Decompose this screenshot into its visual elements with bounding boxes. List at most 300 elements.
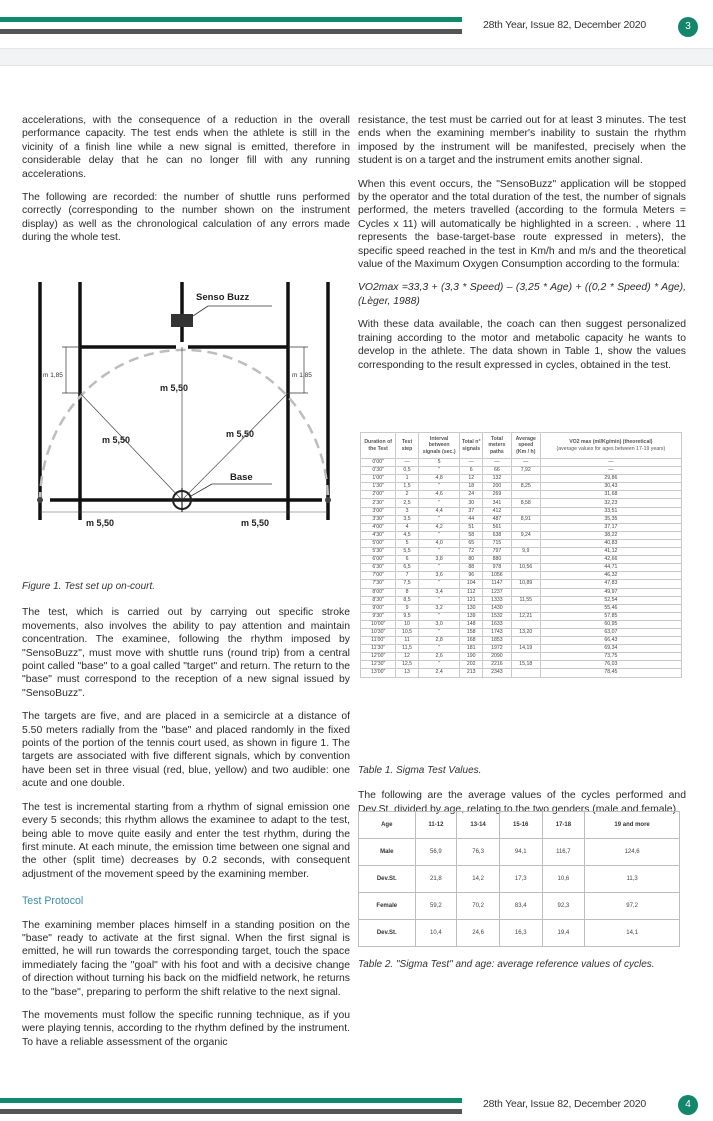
footer-accent-bar: [0, 1098, 462, 1103]
table-row: [359, 866, 680, 893]
center-distance-label: m 5,50: [160, 383, 189, 393]
table-cell: 19,4: [542, 920, 585, 947]
table-cell: 11,3: [585, 866, 680, 893]
table-cell: 4'00": [361, 523, 396, 531]
table-cell: 96: [460, 572, 482, 580]
table-cell: [511, 475, 540, 483]
paragraph: The following are the average values of the cycles performed and Dev.St. divided by age, relating to the two genders (male and female).: [358, 790, 686, 815]
table-row: [361, 588, 682, 596]
senso-buzz-label: Senso Buzz: [196, 292, 250, 303]
header-gray-bar: [0, 29, 462, 34]
table1-caption: Table 1. Sigma Test Values.: [358, 765, 482, 776]
table-cell: 10: [396, 620, 418, 628]
table-row: [361, 669, 682, 677]
paragraph: The examining member places himself in a standing position on the "base" ready to activate at the first signal. When the first signal is emitted, he will run towards the corresponding target, touch the space immediately facing the "goal" with his foot and with a decisive change of direction without turning his back on the midfield network, he returns to the "base", preparing to perform the shift relative to the next signal.: [22, 919, 350, 998]
base-label: Base: [230, 472, 253, 483]
table-cell: 10,89: [511, 580, 540, 588]
table-cell: 2216: [482, 661, 511, 669]
table-cell: 1'30": [361, 483, 396, 491]
table-cell: 8,5: [396, 596, 418, 604]
table-row: [361, 515, 682, 523]
table-cell: ": [418, 483, 460, 491]
bottom-right-distance-label: m 5,50: [241, 518, 270, 528]
table-cell: 638: [482, 531, 511, 539]
table-row: [361, 548, 682, 556]
table-cell: 104: [460, 580, 482, 588]
table-cell: 0,5: [396, 467, 418, 475]
table-row: [361, 564, 682, 572]
header-issue-text: 28th Year, Issue 82, December 2020: [483, 19, 647, 31]
table-cell: 17-18: [542, 812, 585, 839]
table-row: [361, 459, 682, 467]
table-cell: 8,91: [511, 515, 540, 523]
table-cell: [511, 572, 540, 580]
table-row: [361, 475, 682, 483]
table-cell: 10,56: [511, 564, 540, 572]
table-cell: 60,95: [540, 620, 681, 628]
page-number-badge: 3: [678, 17, 698, 37]
table-cell: —: [540, 467, 681, 475]
table-cell: ": [418, 515, 460, 523]
table-cell: 83,4: [499, 893, 542, 920]
court-setup-figure: [22, 280, 332, 540]
table-cell: 200: [482, 483, 511, 491]
table-cell: 4,0: [418, 539, 460, 547]
table-row: [361, 507, 682, 515]
table-cell: 18: [460, 483, 482, 491]
table-cell: 12: [460, 475, 482, 483]
table-cell: 9,5: [396, 612, 418, 620]
table-cell: 269: [482, 491, 511, 499]
table-cell: Dev.St.: [359, 920, 416, 947]
table-cell: 14,1: [585, 920, 680, 947]
table-cell: [511, 539, 540, 547]
table-cell: 1853: [482, 637, 511, 645]
table-cell: 7,5: [396, 580, 418, 588]
table-cell: 44,71: [540, 564, 681, 572]
table-cell: 4,6: [418, 491, 460, 499]
table-row: [361, 620, 682, 628]
table-cell: 69,34: [540, 645, 681, 653]
table-cell: 51: [460, 523, 482, 531]
table-cell: Female: [359, 893, 416, 920]
table-cell: 40,83: [540, 539, 681, 547]
table-cell: 31,68: [540, 491, 681, 499]
table-cell: 7,92: [511, 467, 540, 475]
sigma-test-values-table: [360, 432, 682, 678]
table-cell: 29,86: [540, 475, 681, 483]
table-cell: 42,66: [540, 556, 681, 564]
table-cell: 3'30": [361, 515, 396, 523]
table-cell: ": [418, 645, 460, 653]
table-cell: 6'00": [361, 556, 396, 564]
table-cell: 78,45: [540, 669, 681, 677]
table-cell: 32,23: [540, 499, 681, 507]
table-cell: 73,75: [540, 653, 681, 661]
paragraph: The test, which is carried out by carrying out specific stroke movements, also involves the ability to pay attention and maintain concentration. The examinee, following the rhythm imposed by "SensoBuzz", must move with shuttle runs (round trip) from a central point called "base" to a goal called "target" and return. The return to the "base" must correspond to the reception of a new signal issued by "SensoBuzz".: [22, 607, 350, 699]
table-row: [359, 920, 680, 947]
table-cell: 13: [396, 669, 418, 677]
table-cell: 561: [482, 523, 511, 531]
table-cell: 9'30": [361, 612, 396, 620]
table-cell: ": [418, 499, 460, 507]
table-cell: 24: [460, 491, 482, 499]
table-cell: 4,5: [396, 531, 418, 539]
table-cell: 7'00": [361, 572, 396, 580]
table-cell: 9: [396, 604, 418, 612]
table-cell: 880: [482, 556, 511, 564]
table-cell: 0'00": [361, 459, 396, 467]
table-cell: ": [418, 612, 460, 620]
table-cell: 1633: [482, 620, 511, 628]
table-row: [361, 612, 682, 620]
table-cell: 10'00": [361, 620, 396, 628]
table-cell: 139: [460, 612, 482, 620]
table-cell: 10,5: [396, 628, 418, 636]
table-cell: 11'30": [361, 645, 396, 653]
table-cell: 4,4: [418, 507, 460, 515]
table-cell: 12,5: [396, 661, 418, 669]
table-cell: 8'00": [361, 588, 396, 596]
table-cell: 9,24: [511, 531, 540, 539]
paragraph: The test is incremental starting from a rhythm of signal emission one every 5 seconds; this rhythm allows the examinee to adapt to the test, being able to move quite easily and enter the test rhythm, during the first minute. At each minute, the emission time between one signal and the other (split time) decreases by 0.2 seconds, with consequent adjustment of the movement speed by the examining member.: [22, 801, 350, 880]
table-row: [361, 491, 682, 499]
column-header: Test step: [396, 433, 418, 459]
right-column-top: [358, 114, 686, 382]
table-cell: ": [418, 531, 460, 539]
footer-issue-text: 28th Year, Issue 82, December 2020: [483, 1098, 647, 1110]
table-cell: 116,7: [542, 839, 585, 866]
left-diagonal-label: m 5,50: [102, 435, 131, 445]
paragraph: The following are recorded: the number of shuttle runs performed correctly (corresponding to the number shown on the instrument display) as well as the chronological calculation of any errors made during the whole test.: [22, 192, 350, 244]
table-cell: 487: [482, 515, 511, 523]
table-cell: 12'30": [361, 661, 396, 669]
table-cell: 132: [482, 475, 511, 483]
table-cell: 11,55: [511, 596, 540, 604]
table-cell: 35,35: [540, 515, 681, 523]
table-cell: 66,43: [540, 637, 681, 645]
table-cell: [511, 604, 540, 612]
table-cell: 3: [396, 507, 418, 515]
table-cell: 47,83: [540, 580, 681, 588]
table-cell: 14,19: [511, 645, 540, 653]
table-cell: 1430: [482, 604, 511, 612]
figure-caption: Figure 1. Test set up on-court.: [22, 581, 156, 592]
table-cell: 4'30": [361, 531, 396, 539]
table-row: [361, 580, 682, 588]
table-cell: 412: [482, 507, 511, 515]
table-cell: 15,18: [511, 661, 540, 669]
table-cell: 1333: [482, 596, 511, 604]
left-column-bottom: [22, 580, 350, 1059]
paragraph: resistance, the test must be carried out for at least 3 minutes. The test ends when the examining member's inability to sustain the rhythm imposed by the instrument will be manifested, precisely when the student is on a target and the instrument emits another signal.: [358, 115, 686, 167]
table-row: [361, 572, 682, 580]
page-header: [0, 0, 713, 50]
table2-caption: Table 2. "Sigma Test" and age: average reference values of cycles.: [358, 959, 655, 970]
table-cell: 44: [460, 515, 482, 523]
table-row: [359, 812, 680, 839]
table-cell: 66: [482, 467, 511, 475]
column-header: Interval between signals (sec.): [418, 433, 460, 459]
table-cell: 21,8: [415, 866, 457, 893]
vo2max-formula: VO2max =33,3 + (3,3 * Speed) – (3,25 * Age) + ((0,2 * Speed) * Age), (Lèger, 1988): [358, 282, 686, 307]
table-cell: 124,6: [585, 839, 680, 866]
table-cell: 3'00": [361, 507, 396, 515]
table-cell: 38,22: [540, 531, 681, 539]
table-cell: 130: [460, 604, 482, 612]
bottom-left-distance-label: m 5,50: [86, 518, 115, 528]
table-cell: [511, 491, 540, 499]
table-cell: 5,5: [396, 548, 418, 556]
table-cell: 181: [460, 645, 482, 653]
footer-gray-bar: [0, 1109, 462, 1114]
table-cell: [511, 556, 540, 564]
vo2-header-label: VO2 max (ml/Kg/min) (theoretical): [569, 439, 653, 446]
table-row: [359, 893, 680, 920]
table-cell: 8: [396, 588, 418, 596]
table-cell: 9'00": [361, 604, 396, 612]
header-accent-bar: [0, 17, 462, 22]
table-cell: 11: [396, 637, 418, 645]
table-cell: 121: [460, 596, 482, 604]
table-cell: 11-12: [415, 812, 457, 839]
table-row: [361, 628, 682, 636]
table-cell: 4,2: [418, 523, 460, 531]
table-cell: 76,03: [540, 661, 681, 669]
table-row: [361, 523, 682, 531]
table-cell: ": [418, 564, 460, 572]
table-row: [361, 483, 682, 491]
table-cell: 94,1: [499, 839, 542, 866]
footer-page-number-badge: 4: [678, 1095, 698, 1115]
page-separator-band: [0, 48, 713, 66]
table-cell: 2'30": [361, 499, 396, 507]
paragraph: The movements must follow the specific running technique, as if you were playing tennis, according to the rhythm defined by the instrument. To have a reliable assessment of the organic: [22, 1009, 350, 1048]
table-cell: 3,8: [418, 556, 460, 564]
table-cell: 46,32: [540, 572, 681, 580]
table-cell: 1147: [482, 580, 511, 588]
right-column-bottom: [358, 958, 686, 981]
table-cell: 2'00": [361, 491, 396, 499]
table-cell: 17,3: [499, 866, 542, 893]
table-cell: 2,8: [418, 637, 460, 645]
paragraph: When this event occurs, the "SensoBuzz" application will be stopped by the operator and the total duration of the test, the number of signals performed, the meters travelled (according to the formula Meters = Cycles x 11) will automatically be highlighted in a screen. , where 11 represents the base-target-base route expressed in meters), the specific speed reached in the test in Km/h and m/s and the theoretical value of the Maximum Oxygen Consumption according to the formula:: [358, 178, 686, 271]
table-cell: [511, 507, 540, 515]
column-header-vo2: [540, 433, 681, 459]
table-cell: 9,9: [511, 548, 540, 556]
table-cell: 213: [460, 669, 482, 677]
table-cell: 52,54: [540, 596, 681, 604]
table-cell: 13'00": [361, 669, 396, 677]
table-cell: 12,21: [511, 612, 540, 620]
right-diagonal-label: m 5,50: [226, 429, 255, 439]
table-row: [361, 637, 682, 645]
table-cell: 8'30": [361, 596, 396, 604]
table-cell: 2: [396, 491, 418, 499]
table-cell: 33,51: [540, 507, 681, 515]
table-cell: 1972: [482, 645, 511, 653]
table-cell: 80: [460, 556, 482, 564]
table-cell: 88: [460, 564, 482, 572]
table-cell: [511, 523, 540, 531]
table-cell: 5'00": [361, 539, 396, 547]
table-cell: 7'30": [361, 580, 396, 588]
table-cell: 15-16: [499, 812, 542, 839]
table-cell: 13,20: [511, 628, 540, 636]
table-cell: —: [460, 459, 482, 467]
table-cell: 148: [460, 620, 482, 628]
table-cell: 14,2: [457, 866, 500, 893]
table-cell: —: [396, 459, 418, 467]
table-cell: 58: [460, 531, 482, 539]
table-cell: 3,4: [418, 588, 460, 596]
table-row: [361, 499, 682, 507]
table-cell: 5: [396, 539, 418, 547]
table-cell: [511, 620, 540, 628]
table-row: [361, 604, 682, 612]
table-cell: 41,12: [540, 548, 681, 556]
table-cell: 10,6: [542, 866, 585, 893]
table-cell: 7: [396, 572, 418, 580]
table-cell: [511, 637, 540, 645]
column-header: Total meters paths: [482, 433, 511, 459]
table-header-row: [361, 433, 682, 459]
table-cell: 49,97: [540, 588, 681, 596]
left-column-top: [22, 114, 350, 255]
table-cell: 1056: [482, 572, 511, 580]
table-cell: 6'30": [361, 564, 396, 572]
section-heading-test-protocol: Test Protocol: [22, 895, 84, 908]
table-cell: 2,5: [396, 499, 418, 507]
table-cell: 202: [460, 661, 482, 669]
table-row: [361, 645, 682, 653]
table-cell: ": [418, 661, 460, 669]
table-cell: 30: [460, 499, 482, 507]
table-cell: 37,17: [540, 523, 681, 531]
table-cell: ": [418, 548, 460, 556]
table-cell: 10'30": [361, 628, 396, 636]
table-cell: —: [482, 459, 511, 467]
table-cell: 2,6: [418, 653, 460, 661]
table-cell: 12'00": [361, 653, 396, 661]
table-cell: 1743: [482, 628, 511, 636]
right-dimension-label: m 1,85: [292, 372, 312, 379]
table-cell: 12: [396, 653, 418, 661]
table-cell: Age: [359, 812, 416, 839]
table-cell: 1237: [482, 588, 511, 596]
table-cell: 158: [460, 628, 482, 636]
table-cell: 59,2: [415, 893, 457, 920]
table-cell: 97,2: [585, 893, 680, 920]
paragraph: The targets are five, and are placed in a semicircle at a distance of 5.50 meters radially from the "base" and placed randomly in the fixed points of the portion of the tennis court used, as shown in figure 1. The targets are associated with five different signals, which by convention have been set in three visual (red, blue, yellow) and two audible: one acute and one double.: [22, 711, 350, 790]
age-reference-table: [358, 811, 680, 947]
table-cell: 70,2: [457, 893, 500, 920]
table-cell: 6,5: [396, 564, 418, 572]
table-cell: 341: [482, 499, 511, 507]
table-cell: 6: [460, 467, 482, 475]
table-cell: 4: [396, 523, 418, 531]
table-cell: 168: [460, 637, 482, 645]
table-cell: 11'00": [361, 637, 396, 645]
table-cell: 8,25: [511, 483, 540, 491]
table-cell: 3,2: [418, 604, 460, 612]
table-cell: 16,3: [499, 920, 542, 947]
table-row: [361, 531, 682, 539]
table-cell: [511, 653, 540, 661]
table-cell: 76,3: [457, 839, 500, 866]
table-cell: 190: [460, 653, 482, 661]
left-dimension-label: m 1,85: [43, 372, 63, 379]
table-cell: ": [418, 628, 460, 636]
table-cell: Male: [359, 839, 416, 866]
table-cell: 978: [482, 564, 511, 572]
table-cell: 5: [418, 459, 460, 467]
table-cell: ": [418, 467, 460, 475]
table-cell: 19 and more: [585, 812, 680, 839]
paragraph: With these data available, the coach can then suggest personalized training according to the motor and metabolic capacity he wants to develop in the athlete. The data shown in Table 1, show the values corresponding to the result expressed in cycles, obtained in the test.: [358, 319, 686, 371]
table-cell: 2343: [482, 669, 511, 677]
table-cell: 10,4: [415, 920, 457, 947]
column-header: Average speed (Km / h): [511, 433, 540, 459]
table-row: [361, 596, 682, 604]
table-cell: —: [540, 459, 681, 467]
table-cell: 56,9: [415, 839, 457, 866]
table-cell: 6: [396, 556, 418, 564]
table-cell: 57,85: [540, 612, 681, 620]
table-cell: 3,6: [418, 572, 460, 580]
table-cell: 3,5: [396, 515, 418, 523]
table-cell: 63,07: [540, 628, 681, 636]
table-cell: 4,8: [418, 475, 460, 483]
table-cell: 1,5: [396, 483, 418, 491]
table-cell: 55,46: [540, 604, 681, 612]
table-row: [361, 556, 682, 564]
table-cell: 2,4: [418, 669, 460, 677]
table-cell: 715: [482, 539, 511, 547]
table-row: [361, 653, 682, 661]
table-cell: ": [418, 596, 460, 604]
table-cell: 3,0: [418, 620, 460, 628]
table-cell: 2090: [482, 653, 511, 661]
table-row: [361, 467, 682, 475]
table-cell: 1532: [482, 612, 511, 620]
table-cell: 5'30": [361, 548, 396, 556]
vo2-header-sub: (average values for ages between 17-19 years): [556, 445, 666, 452]
column-header: Total n° signals: [460, 433, 482, 459]
table-cell: 37: [460, 507, 482, 515]
table-row: [361, 539, 682, 547]
table-cell: 13-14: [457, 812, 500, 839]
table-cell: 11,5: [396, 645, 418, 653]
table-cell: [511, 669, 540, 677]
table-cell: Dev.St.: [359, 866, 416, 893]
table-cell: 1: [396, 475, 418, 483]
table-cell: 112: [460, 588, 482, 596]
paragraph: accelerations, with the consequence of a reduction in the overall performance capacity. The test ends when the athlete is still in the vicinity of a finish line while a new signal is emitted, therefore in considerable delay that he can no longer fill with any running accelerations.: [22, 115, 350, 180]
table-cell: [511, 588, 540, 596]
table-row: [361, 661, 682, 669]
table-cell: 0'30": [361, 467, 396, 475]
table-cell: 1'00": [361, 475, 396, 483]
table-row: [359, 839, 680, 866]
table-cell: 65: [460, 539, 482, 547]
table-cell: —: [511, 459, 540, 467]
table-cell: 30,43: [540, 483, 681, 491]
table-cell: ": [418, 580, 460, 588]
table-cell: 92,3: [542, 893, 585, 920]
table-cell: 24,6: [457, 920, 500, 947]
table-cell: 797: [482, 548, 511, 556]
